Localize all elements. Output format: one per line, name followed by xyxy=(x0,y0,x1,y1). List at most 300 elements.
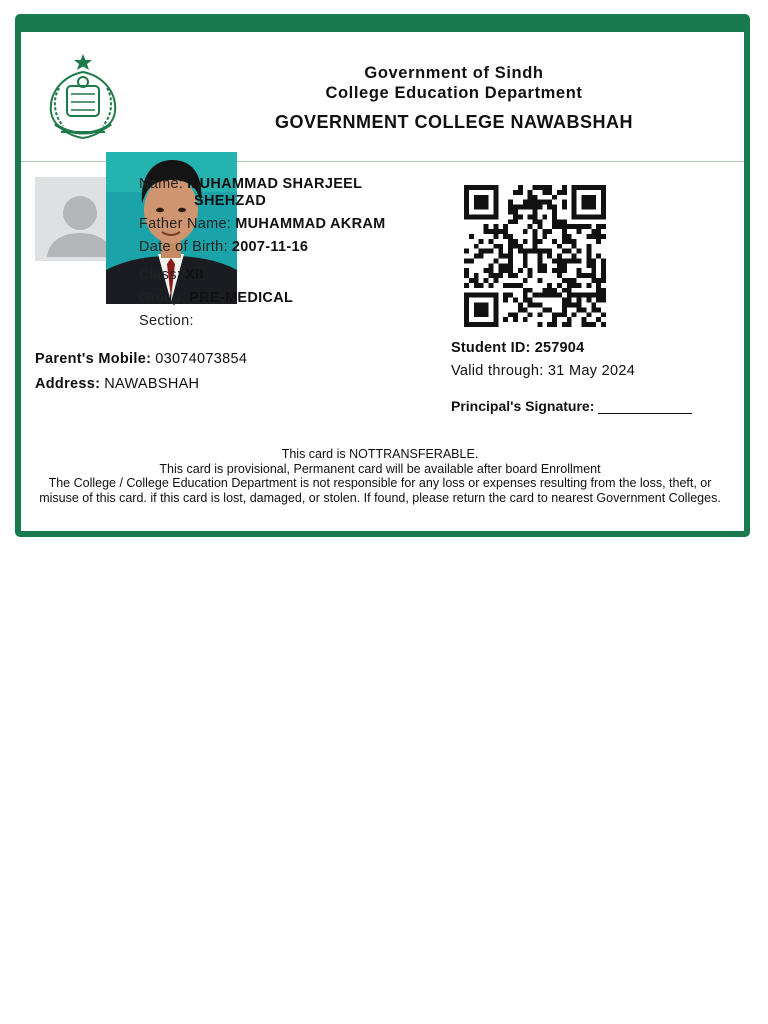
qr-module xyxy=(484,200,489,205)
qr-module xyxy=(562,307,567,312)
qr-module xyxy=(503,254,508,259)
qr-module xyxy=(586,249,591,254)
qr-module xyxy=(479,254,484,259)
qr-module xyxy=(572,195,577,200)
qr-module xyxy=(484,293,489,298)
qr-module xyxy=(508,283,513,288)
qr-module xyxy=(591,263,596,268)
qr-module xyxy=(533,303,538,308)
government-title: Government of Sindh xyxy=(364,64,544,82)
student-id-card xyxy=(15,14,750,537)
qr-module xyxy=(572,190,577,195)
qr-module xyxy=(474,303,479,308)
qr-module xyxy=(537,185,542,190)
qr-module xyxy=(537,258,542,263)
qr-module xyxy=(572,185,577,190)
qr-module xyxy=(562,322,567,327)
qr-module xyxy=(542,229,547,234)
qr-module xyxy=(572,303,577,308)
qr-module xyxy=(464,205,469,210)
qr-module xyxy=(586,273,591,278)
qr-module xyxy=(582,307,587,312)
qr-module xyxy=(586,258,591,263)
qr-module xyxy=(488,249,493,254)
qr-module xyxy=(572,224,577,229)
qr-module xyxy=(562,258,567,263)
qr-module xyxy=(591,303,596,308)
qr-module xyxy=(493,200,498,205)
qr-module xyxy=(547,322,552,327)
qr-module xyxy=(586,224,591,229)
qr-module xyxy=(528,303,533,308)
qr-module xyxy=(591,234,596,239)
qr-module xyxy=(479,200,484,205)
qr-module xyxy=(601,195,606,200)
qr-module xyxy=(567,278,572,283)
qr-module xyxy=(528,205,533,210)
qr-module xyxy=(474,185,479,190)
student-id: Student ID: 257904 xyxy=(451,340,585,356)
qr-module xyxy=(601,263,606,268)
qr-module xyxy=(601,312,606,317)
qr-module xyxy=(474,200,479,205)
qr-module xyxy=(503,298,508,303)
qr-module xyxy=(542,190,547,195)
qr-module xyxy=(596,288,601,293)
qr-module xyxy=(562,288,567,293)
qr-module xyxy=(586,263,591,268)
qr-module xyxy=(577,258,582,263)
qr-module xyxy=(533,249,538,254)
qr-module xyxy=(562,298,567,303)
qr-module xyxy=(542,234,547,239)
qr-module xyxy=(528,312,533,317)
qr-module xyxy=(493,229,498,234)
qr-module xyxy=(547,185,552,190)
qr-module xyxy=(503,317,508,322)
qr-module xyxy=(537,263,542,268)
qr-module xyxy=(577,307,582,312)
qr-module xyxy=(596,234,601,239)
name-value-continued: SHEHZAD xyxy=(194,193,267,209)
qr-module xyxy=(464,209,469,214)
qr-module xyxy=(601,190,606,195)
qr-module xyxy=(484,307,489,312)
signature-line xyxy=(598,399,692,414)
qr-module xyxy=(523,293,528,298)
qr-module xyxy=(542,288,547,293)
father-name-field xyxy=(139,216,386,232)
qr-module xyxy=(493,205,498,210)
qr-module xyxy=(533,209,538,214)
qr-module xyxy=(503,263,508,268)
qr-module xyxy=(572,239,577,244)
qr-module xyxy=(586,244,591,249)
parent-mobile-value: 03074073854 xyxy=(155,351,248,367)
qr-module xyxy=(542,263,547,268)
qr-module xyxy=(567,224,572,229)
qr-module xyxy=(474,273,479,278)
qr-module xyxy=(513,190,518,195)
qr-module xyxy=(586,254,591,259)
qr-module xyxy=(601,268,606,273)
qr-module xyxy=(572,312,577,317)
qr-module xyxy=(498,229,503,234)
qr-module xyxy=(518,283,523,288)
qr-module xyxy=(537,293,542,298)
qr-module xyxy=(513,244,518,249)
qr-module xyxy=(493,209,498,214)
qr-module xyxy=(547,288,552,293)
class-value: XII xyxy=(185,267,204,283)
qr-module xyxy=(601,214,606,219)
college-name: GOVERNMENT COLLEGE NAWABSHAH xyxy=(274,112,633,132)
qr-module xyxy=(572,205,577,210)
qr-module xyxy=(484,249,489,254)
qr-module xyxy=(523,254,528,259)
qr-module xyxy=(542,200,547,205)
qr-module xyxy=(537,268,542,273)
qr-module xyxy=(508,209,513,214)
qr-module xyxy=(591,307,596,312)
qr-module xyxy=(469,185,474,190)
dob-field xyxy=(139,239,308,255)
qr-module xyxy=(577,303,582,308)
address-value: NAWABSHAH xyxy=(104,376,200,392)
qr-module xyxy=(508,263,513,268)
qr-module xyxy=(562,229,567,234)
section-label: Section: xyxy=(139,313,194,329)
qr-module xyxy=(479,283,484,288)
qr-module xyxy=(488,239,493,244)
qr-module xyxy=(567,239,572,244)
qr-module xyxy=(493,273,498,278)
qr-module xyxy=(601,200,606,205)
qr-module xyxy=(518,190,523,195)
qr-module xyxy=(601,298,606,303)
qr-module xyxy=(601,293,606,298)
qr-module xyxy=(474,254,479,259)
qr-module xyxy=(474,307,479,312)
qr-module xyxy=(586,298,591,303)
qr-module xyxy=(601,278,606,283)
qr-module xyxy=(591,273,596,278)
qr-module xyxy=(591,229,596,234)
qr-module xyxy=(464,322,469,327)
qr-module xyxy=(528,190,533,195)
qr-module xyxy=(601,322,606,327)
qr-module xyxy=(479,185,484,190)
qr-module xyxy=(577,249,582,254)
qr-module xyxy=(464,312,469,317)
qr-module xyxy=(533,195,538,200)
qr-module xyxy=(464,214,469,219)
qr-module xyxy=(533,185,538,190)
qr-module xyxy=(547,254,552,259)
qr-module xyxy=(586,283,591,288)
qr-module xyxy=(493,312,498,317)
qr-module xyxy=(469,322,474,327)
qr-module xyxy=(464,317,469,322)
qr-module xyxy=(552,288,557,293)
qr-module xyxy=(596,185,601,190)
qr-module xyxy=(474,195,479,200)
qr-module xyxy=(547,205,552,210)
qr-module xyxy=(513,209,518,214)
qr-module xyxy=(484,205,489,210)
qr-module xyxy=(469,234,474,239)
qr-module xyxy=(528,268,533,273)
qr-module xyxy=(552,258,557,263)
qr-module xyxy=(498,268,503,273)
qr-module xyxy=(586,312,591,317)
qr-module xyxy=(488,185,493,190)
qr-module xyxy=(562,303,567,308)
qr-module xyxy=(596,307,601,312)
qr-module xyxy=(596,283,601,288)
qr-module xyxy=(523,229,528,234)
qr-module xyxy=(601,288,606,293)
signature-label: Principal's Signature: xyxy=(451,398,595,414)
qr-module xyxy=(562,278,567,283)
qr-module xyxy=(493,293,498,298)
qr-module xyxy=(528,298,533,303)
qr-module xyxy=(557,224,562,229)
qr-module xyxy=(572,214,577,219)
qr-module xyxy=(493,322,498,327)
qr-module xyxy=(601,185,606,190)
address-field xyxy=(35,376,199,392)
qr-module xyxy=(484,303,489,308)
qr-module xyxy=(508,205,513,210)
qr-module xyxy=(557,312,562,317)
qr-module xyxy=(591,258,596,263)
qr-module xyxy=(537,278,542,283)
qr-module xyxy=(474,322,479,327)
note-not-transferable: This card is NOTTRANSFERABLE. xyxy=(281,447,479,461)
qr-module xyxy=(469,293,474,298)
qr-module xyxy=(572,254,577,259)
qr-module xyxy=(533,244,538,249)
qr-module xyxy=(498,254,503,259)
qr-module xyxy=(547,200,552,205)
qr-module xyxy=(552,195,557,200)
qr-module xyxy=(537,224,542,229)
note-provisional: This card is provisional, Permanent card will be available after board Enrollment xyxy=(159,461,601,476)
qr-module xyxy=(596,239,601,244)
qr-module xyxy=(518,205,523,210)
qr-module xyxy=(528,249,533,254)
qr-module xyxy=(533,214,538,219)
qr-module xyxy=(562,263,567,268)
qr-module xyxy=(479,322,484,327)
qr-module xyxy=(484,268,489,273)
qr-module xyxy=(508,234,513,239)
qr-module xyxy=(547,249,552,254)
qr-module xyxy=(523,200,528,205)
qr-module xyxy=(479,239,484,244)
qr-module xyxy=(557,219,562,224)
qr-module xyxy=(582,205,587,210)
qr-module xyxy=(547,293,552,298)
qr-module xyxy=(572,283,577,288)
qr-module xyxy=(498,244,503,249)
qr-module xyxy=(508,254,513,259)
qr-module xyxy=(547,190,552,195)
qr-module xyxy=(582,317,587,322)
qr-module xyxy=(493,278,498,283)
qr-module xyxy=(557,283,562,288)
qr-module xyxy=(488,268,493,273)
qr-module xyxy=(508,312,513,317)
qr-module xyxy=(601,205,606,210)
qr-module xyxy=(533,229,538,234)
name-label: Name: xyxy=(139,176,184,192)
qr-module xyxy=(469,214,474,219)
qr-module xyxy=(582,322,587,327)
qr-module xyxy=(533,205,538,210)
qr-module xyxy=(484,224,489,229)
qr-module xyxy=(528,273,533,278)
qr-module xyxy=(542,214,547,219)
qr-module xyxy=(464,195,469,200)
qr-module xyxy=(572,209,577,214)
qr-module xyxy=(474,293,479,298)
qr-module xyxy=(542,307,547,312)
qr-module xyxy=(596,298,601,303)
qr-module xyxy=(591,322,596,327)
qr-module xyxy=(537,205,542,210)
qr-module xyxy=(596,293,601,298)
qr-module xyxy=(523,288,528,293)
qr-module xyxy=(562,239,567,244)
qr-module xyxy=(513,219,518,224)
qr-module xyxy=(577,273,582,278)
qr-module xyxy=(577,224,582,229)
qr-module xyxy=(577,268,582,273)
qr-module xyxy=(508,273,513,278)
dob-label: Date of Birth: xyxy=(139,239,228,255)
qr-module xyxy=(542,249,547,254)
qr-module xyxy=(562,234,567,239)
qr-module xyxy=(537,249,542,254)
qr-module xyxy=(567,317,572,322)
qr-module xyxy=(596,278,601,283)
qr-module xyxy=(493,234,498,239)
qr-module xyxy=(552,239,557,244)
department-title: College Education Department xyxy=(325,84,583,102)
qr-module xyxy=(591,205,596,210)
qr-module xyxy=(533,200,538,205)
qr-module xyxy=(469,258,474,263)
qr-module xyxy=(586,214,591,219)
qr-module xyxy=(518,307,523,312)
qr-module xyxy=(528,200,533,205)
qr-module xyxy=(567,303,572,308)
qr-module xyxy=(488,293,493,298)
qr-module xyxy=(493,317,498,322)
qr-module xyxy=(591,185,596,190)
qr-module xyxy=(479,293,484,298)
name-value: MUHAMMAD SHARJEEL xyxy=(187,176,363,192)
qr-module xyxy=(513,298,518,303)
section-field xyxy=(139,313,198,329)
qr-module xyxy=(557,254,562,259)
qr-module xyxy=(518,214,523,219)
qr-module xyxy=(537,200,542,205)
qr-module xyxy=(601,234,606,239)
qr-module xyxy=(572,293,577,298)
qr-module xyxy=(567,298,572,303)
qr-module xyxy=(552,214,557,219)
qr-module xyxy=(464,298,469,303)
qr-module xyxy=(557,273,562,278)
qr-module xyxy=(508,244,513,249)
qr-module xyxy=(493,214,498,219)
qr-module xyxy=(479,249,484,254)
qr-module xyxy=(488,263,493,268)
qr-module xyxy=(464,268,469,273)
qr-module xyxy=(513,214,518,219)
qr-module xyxy=(493,303,498,308)
valid-through: Valid through: 31 May 2024 xyxy=(451,363,636,379)
class-label: Class: xyxy=(139,267,182,283)
qr-module xyxy=(562,190,567,195)
qr-module xyxy=(464,293,469,298)
qr-module xyxy=(523,307,528,312)
qr-module xyxy=(493,185,498,190)
qr-module xyxy=(484,278,489,283)
qr-module xyxy=(479,303,484,308)
qr-module xyxy=(479,195,484,200)
qr-module xyxy=(488,214,493,219)
qr-module xyxy=(572,244,577,249)
qr-module xyxy=(582,224,587,229)
qr-module xyxy=(591,200,596,205)
qr-module xyxy=(484,214,489,219)
qr-module xyxy=(479,205,484,210)
qr-module xyxy=(562,200,567,205)
qr-module xyxy=(533,239,538,244)
qr-module xyxy=(464,249,469,254)
parent-mobile-label: Parent's Mobile: xyxy=(35,351,152,367)
qr-module xyxy=(542,268,547,273)
qr-module xyxy=(552,224,557,229)
qr-module xyxy=(567,288,572,293)
qr-module xyxy=(488,273,493,278)
qr-module xyxy=(528,288,533,293)
qr-module xyxy=(557,258,562,263)
qr-module xyxy=(542,185,547,190)
qr-module xyxy=(508,293,513,298)
qr-module xyxy=(577,298,582,303)
qr-module xyxy=(552,219,557,224)
qr-module xyxy=(552,293,557,298)
qr-module xyxy=(493,224,498,229)
qr-module xyxy=(542,293,547,298)
qr-module xyxy=(464,200,469,205)
qr-module xyxy=(562,205,567,210)
qr-module xyxy=(552,312,557,317)
sindh-emblem-icon xyxy=(41,52,125,142)
qr-module xyxy=(523,258,528,263)
qr-module xyxy=(513,239,518,244)
qr-module xyxy=(577,214,582,219)
qr-module xyxy=(484,322,489,327)
qr-module xyxy=(493,298,498,303)
qr-module xyxy=(484,195,489,200)
qr-module xyxy=(498,249,503,254)
